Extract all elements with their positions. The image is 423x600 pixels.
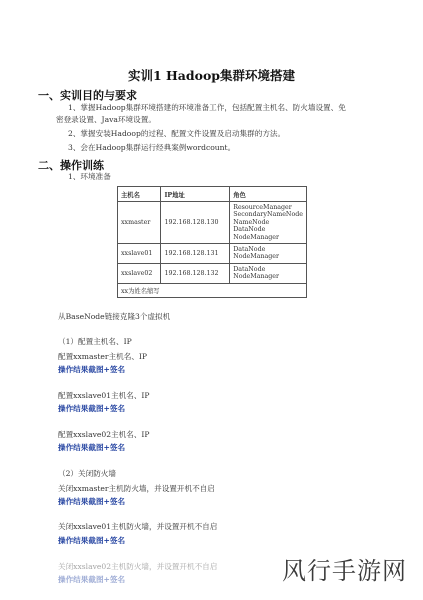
table-header-row <box>118 187 307 202</box>
role-item: NodeManager <box>233 233 280 241</box>
section-2-heading: 二、操作训练 <box>38 159 104 172</box>
role-item: NameNode <box>233 218 270 226</box>
objective-3: 3、会在Hadoop集群运行经典案例wordcount。 <box>68 143 236 152</box>
role-item: DataNode <box>233 265 266 273</box>
role-item: NodeManager <box>233 253 280 261</box>
slave02-firewall: 关闭xxslave02主机防火墙，并设置开机不自启 <box>58 562 218 571</box>
master-host-config: 配置xxmaster主机名、IP <box>58 352 148 361</box>
col-header-role: 角色 <box>230 187 307 202</box>
cell-ip: 192.168.128.132 <box>161 263 230 283</box>
objective-1: 1、掌握Hadoop集群环境搭建的环境准备工作，包括配置主机名、防火墙设置、免 <box>68 103 346 112</box>
result-screenshot-label: 操作结果截图+签名 <box>58 404 126 413</box>
result-screenshot-label: 操作结果截图+签名 <box>58 365 126 374</box>
objective-2: 2、掌握安装Hadoop的过程、配置文件设置及启动集群的方法。 <box>68 129 286 138</box>
cell-ip: 192.168.128.131 <box>161 244 230 264</box>
result-screenshot-label: 操作结果截图+签名 <box>58 575 126 584</box>
role-item: SecondaryNameNode <box>233 211 303 219</box>
role-item: DataNode <box>233 246 266 254</box>
cell-hostname: xxslave02 <box>118 263 161 283</box>
table-note-row <box>118 283 307 297</box>
document-title: 实训1 Hadoop集群环境搭建 <box>127 68 296 83</box>
watermark-logo: 风行手游网 <box>282 557 407 585</box>
env-prep-heading: 1、环境准备 <box>68 172 111 181</box>
result-screenshot-label: 操作结果截图+签名 <box>58 497 126 506</box>
table-row <box>118 202 307 244</box>
slave01-host-config: 配置xxslave01主机名、IP <box>58 391 150 400</box>
role-item: NodeManager <box>233 273 280 281</box>
slave01-firewall: 关闭xxslave01主机防火墙，并设置开机不自启 <box>58 522 218 531</box>
slave02-host-config: 配置xxslave02主机名、IP <box>58 430 150 439</box>
cell-roles <box>230 202 307 244</box>
cell-ip: 192.168.128.130 <box>161 202 230 244</box>
col-header-ip: IP地址 <box>161 187 230 202</box>
cell-roles <box>230 244 307 264</box>
master-firewall: 关闭xxmaster主机防火墙，并设置开机不自启 <box>58 484 215 493</box>
cell-hostname: xxmaster <box>118 202 161 244</box>
col-header-hostname: 主机名 <box>118 187 161 202</box>
role-item: DataNode <box>233 226 266 234</box>
table-row <box>118 244 307 264</box>
result-screenshot-label: 操作结果截图+签名 <box>58 443 126 452</box>
objective-1-cont: 密登录设置、Java环境设置。 <box>56 115 156 124</box>
table-note: xx为姓名缩写 <box>118 283 307 297</box>
role-item: ResourceManager <box>233 204 292 211</box>
environment-table <box>117 186 307 298</box>
step-1-heading: （1）配置主机名、IP <box>58 337 132 346</box>
result-screenshot-label: 操作结果截图+签名 <box>58 536 126 545</box>
step-2-heading: （2）关闭防火墙 <box>58 469 116 478</box>
clone-instruction: 从BaseNode链接克隆3个虚拟机 <box>58 312 171 321</box>
section-1-heading: 一、实训目的与要求 <box>38 89 137 102</box>
cell-roles <box>230 263 307 283</box>
table-row <box>118 263 307 283</box>
cell-hostname: xxslave01 <box>118 244 161 264</box>
